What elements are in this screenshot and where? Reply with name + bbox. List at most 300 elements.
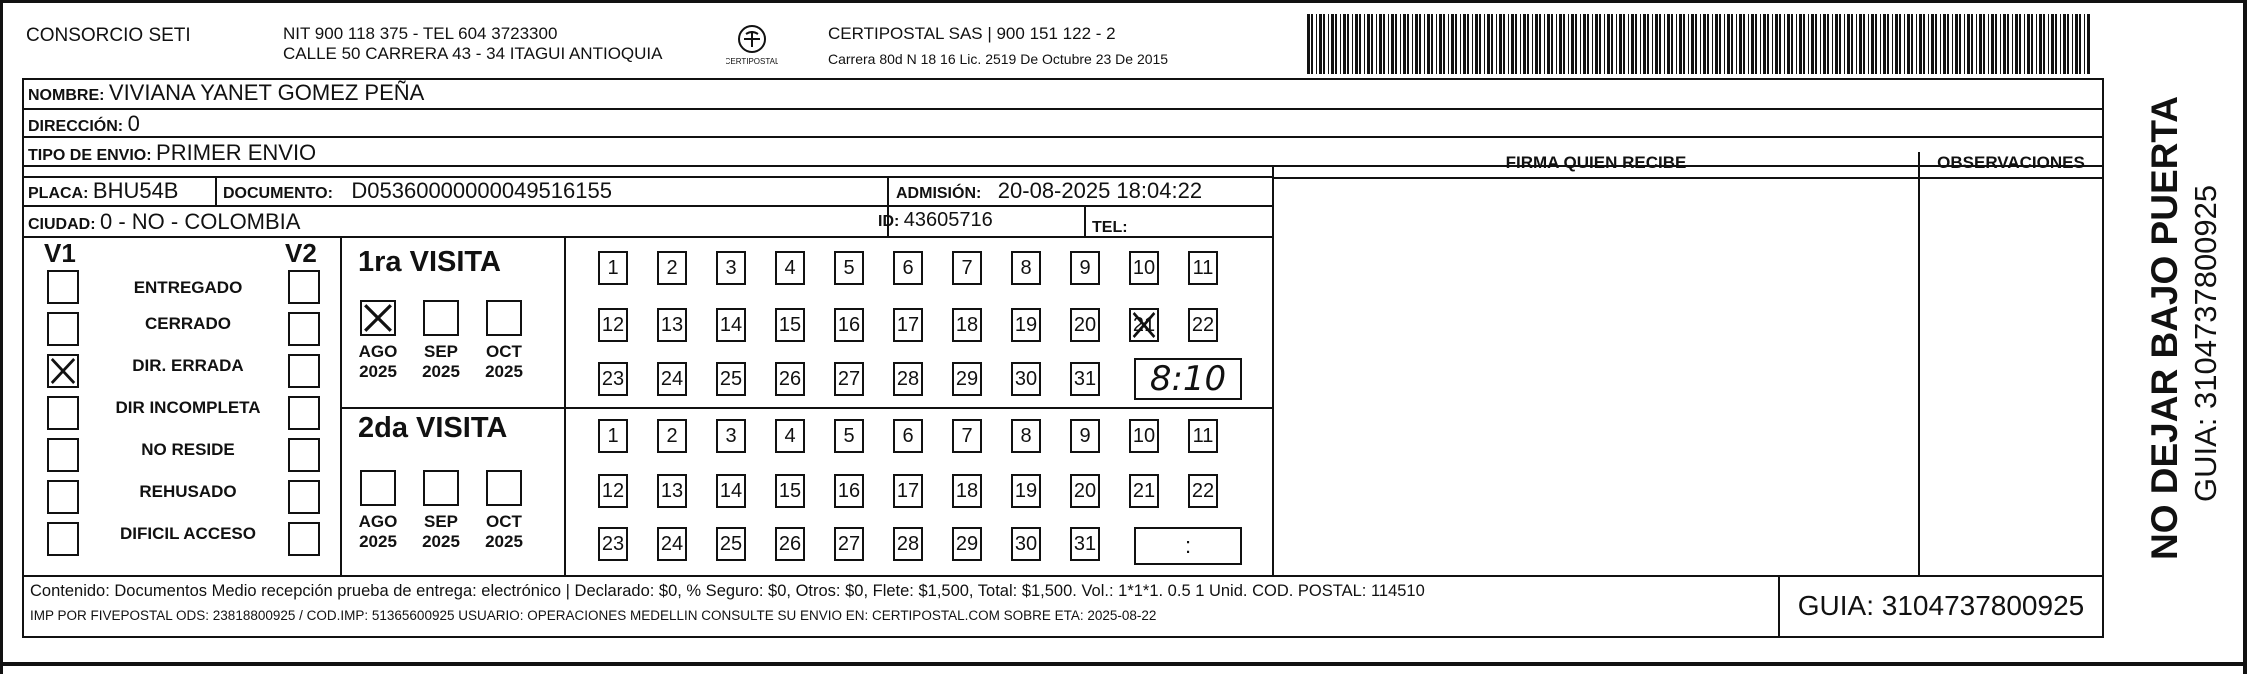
barcode-bar — [1899, 14, 1901, 74]
day-box[interactable] — [1070, 251, 1100, 285]
barcode-bar — [1556, 14, 1557, 74]
company-address: CALLE 50 CARRERA 43 - 34 ITAGUI ANTIOQUIA — [283, 44, 663, 63]
v2-checkbox[interactable] — [288, 438, 320, 472]
barcode-bar — [1532, 14, 1533, 74]
month-label — [416, 342, 466, 382]
placa-value: BHU54B — [92, 178, 179, 203]
barcode-bar — [1679, 14, 1682, 74]
barcode-bar — [1508, 14, 1509, 74]
visit1-time-box[interactable] — [1134, 358, 1242, 400]
day-box[interactable] — [775, 527, 805, 561]
day-number: 18 — [955, 479, 979, 502]
day-number: 7 — [961, 424, 973, 447]
v2-checkbox[interactable] — [288, 522, 320, 556]
barcode-bar — [1784, 14, 1785, 74]
month-name: SEP — [423, 512, 459, 531]
day-number: 25 — [719, 367, 743, 390]
barcode-bar — [1827, 14, 1829, 74]
day-box[interactable] — [893, 527, 923, 561]
barcode-bar — [2019, 14, 2021, 74]
barcode-bar — [1904, 14, 1905, 74]
company-name: CONSORCIO SETI — [26, 25, 191, 46]
v2-checkbox[interactable] — [288, 354, 320, 388]
barcode-bar — [1592, 14, 1593, 74]
day-number: 21 — [1132, 313, 1156, 336]
v1-checkbox[interactable] — [47, 270, 79, 304]
barcode-bar — [1652, 14, 1653, 74]
day-box[interactable] — [598, 419, 628, 453]
visit2-title: 2da VISITA — [358, 412, 508, 444]
side-guia: GUIA: 3104737800925 — [2188, 184, 2223, 502]
month-name: OCT — [486, 512, 522, 531]
barcode-bar — [1511, 14, 1514, 74]
id-cell — [878, 209, 993, 232]
barcode-bar — [1475, 14, 1478, 74]
day-number: 27 — [837, 367, 861, 390]
barcode-bar — [1823, 14, 1826, 74]
day-number: 24 — [660, 532, 684, 555]
barcode-bar — [2000, 14, 2001, 74]
day-box[interactable] — [716, 251, 746, 285]
v1-label: V1 — [44, 238, 76, 268]
id-label: ID: — [878, 213, 900, 230]
day-number: 30 — [1014, 532, 1038, 555]
barcode-bar — [1323, 14, 1325, 74]
barcode-bar — [1803, 14, 1805, 74]
barcode-bar — [2051, 14, 2054, 74]
day-box[interactable] — [657, 362, 687, 396]
barcode-bar — [1943, 14, 1946, 74]
day-box[interactable] — [775, 419, 805, 453]
day-number: 3 — [725, 424, 737, 447]
barcode-bar — [1811, 14, 1814, 74]
day-box[interactable] — [893, 251, 923, 285]
day-box[interactable] — [716, 308, 746, 342]
day-number: 31 — [1073, 367, 1097, 390]
barcode-bar — [1779, 14, 1781, 74]
day-number: 9 — [1079, 424, 1091, 447]
barcode-bar — [1419, 14, 1421, 74]
barcode-bar — [1520, 14, 1521, 74]
day-number: 2 — [666, 256, 678, 279]
barcode-bar — [2027, 14, 2030, 74]
barcode-bar — [1691, 14, 1694, 74]
day-box[interactable] — [952, 362, 982, 396]
barcode-bar — [1808, 14, 1809, 74]
x-mark-icon — [1131, 310, 1157, 340]
barcode-bar — [1503, 14, 1505, 74]
barcode-bar — [1863, 14, 1865, 74]
day-box[interactable] — [834, 308, 864, 342]
barcode-bar — [1340, 14, 1341, 74]
barcode-bar — [1367, 14, 1370, 74]
day-box[interactable] — [716, 362, 746, 396]
barcode-bar — [1455, 14, 1457, 74]
tipo-envio-value: PRIMER ENVIO — [156, 140, 317, 165]
reason-label: REHUSADO — [139, 482, 237, 501]
barcode-bar — [2067, 14, 2069, 74]
month-label — [416, 512, 466, 552]
day-box[interactable] — [1188, 251, 1218, 285]
admision-cell — [896, 178, 1202, 204]
day-box[interactable] — [1011, 308, 1041, 342]
day-number: 29 — [955, 532, 979, 555]
barcode-bar — [1799, 14, 1802, 74]
barcode-bar — [1739, 14, 1742, 74]
barcode-bar — [1724, 14, 1725, 74]
day-box[interactable] — [952, 419, 982, 453]
day-box[interactable] — [834, 362, 864, 396]
barcode-bar — [1983, 14, 1985, 74]
barcode — [1305, 14, 2095, 74]
barcode-bar — [2075, 14, 2078, 74]
day-number: 10 — [1132, 256, 1156, 279]
barcode-bar — [1467, 14, 1469, 74]
day-number: 29 — [955, 367, 979, 390]
barcode-bar — [1859, 14, 1862, 74]
reason-label: CERRADO — [145, 314, 231, 333]
footer-contenido: Contenido: Documentos Medio recepción prueba de entrega: electrónico | Declarado: $0, % Seguro: $0, Otros: $0, Flete: $1,500, Total: $1,500. Vol.: 1*1*1. 0.5 1 Unid. COD. POSTAL: 114510 — [30, 582, 1425, 600]
barcode-bar — [1484, 14, 1485, 74]
visit1-title: 1ra VISITA — [358, 246, 501, 278]
id-value: 43605716 — [903, 209, 993, 231]
barcode-bar — [1763, 14, 1766, 74]
barcode-bar — [2060, 14, 2061, 74]
day-box[interactable] — [657, 251, 687, 285]
barcode-bar — [1731, 14, 1733, 74]
day-box[interactable] — [893, 308, 923, 342]
barcode-bar — [1919, 14, 1922, 74]
day-box[interactable] — [775, 251, 805, 285]
barcode-bar — [1407, 14, 1409, 74]
barcode-bar — [1343, 14, 1346, 74]
barcode-bar — [1563, 14, 1565, 74]
day-number: 22 — [1191, 313, 1215, 336]
barcode-bar — [1979, 14, 1982, 74]
barcode-bar — [1436, 14, 1437, 74]
day-box[interactable] — [657, 474, 687, 508]
reason-label: NO RESIDE — [141, 440, 235, 459]
barcode-bar — [1487, 14, 1490, 74]
day-number: 8 — [1020, 424, 1032, 447]
v2-checkbox[interactable] — [288, 480, 320, 514]
day-box[interactable] — [834, 527, 864, 561]
day-box[interactable] — [1188, 474, 1218, 508]
barcode-bar — [1871, 14, 1874, 74]
barcode-bar — [1316, 14, 1317, 74]
barcode-bar — [1539, 14, 1541, 74]
barcode-bar — [1319, 14, 1322, 74]
barcode-bar — [1976, 14, 1977, 74]
barcode-bar — [1623, 14, 1625, 74]
barcode-bar — [2072, 14, 2073, 74]
day-box[interactable] — [834, 419, 864, 453]
day-box[interactable] — [716, 419, 746, 453]
barcode-bar — [1719, 14, 1721, 74]
barcode-bar — [1947, 14, 1949, 74]
barcode-bar — [1995, 14, 1997, 74]
barcode-bar — [1559, 14, 1562, 74]
footer-imp: IMP POR FIVEPOSTAL ODS: 23818800925 / COD.IMP: 51365600925 USUARIO: OPERACIONES MEDELLIN CONSULTE SU ENVIO EN: CERTIPOSTAL.COM SOBRE ETA: 2025-08-22 — [30, 608, 1157, 623]
barcode-bar — [1331, 14, 1334, 74]
observaciones-header: OBSERVACIONES — [1937, 153, 2085, 172]
day-box[interactable] — [775, 362, 805, 396]
day-box[interactable] — [1011, 527, 1041, 561]
admision-value: 20-08-2025 18:04:22 — [997, 178, 1203, 203]
day-box[interactable] — [1070, 362, 1100, 396]
barcode-bar — [1664, 14, 1665, 74]
day-number: 12 — [601, 313, 625, 336]
month-year: 2025 — [359, 362, 397, 381]
day-number: 19 — [1014, 479, 1038, 502]
barcode-bar — [1395, 14, 1397, 74]
barcode-bar — [1895, 14, 1898, 74]
barcode-bar — [2039, 14, 2042, 74]
barcode-bar — [1839, 14, 1841, 74]
barcode-bar — [1676, 14, 1677, 74]
day-number: 7 — [961, 256, 973, 279]
barcode-bar — [2007, 14, 2009, 74]
barcode-bar — [1712, 14, 1713, 74]
barcode-bar — [1767, 14, 1769, 74]
day-box[interactable] — [1011, 474, 1041, 508]
barcode-bar — [1931, 14, 1934, 74]
day-box[interactable] — [1011, 251, 1041, 285]
barcode-bar — [1923, 14, 1925, 74]
barcode-bar — [1835, 14, 1838, 74]
barcode-bar — [1967, 14, 1970, 74]
barcode-bar — [1448, 14, 1449, 74]
day-box[interactable] — [775, 308, 805, 342]
day-box[interactable] — [598, 474, 628, 508]
month-year: 2025 — [422, 362, 460, 381]
courier-name: CERTIPOSTAL SAS | 900 151 122 - 2 — [828, 24, 1116, 43]
v2-label: V2 — [285, 238, 317, 268]
nombre-value: VIVIANA YANET GOMEZ PEÑA — [108, 80, 425, 105]
day-number: 27 — [837, 532, 861, 555]
documento-cell — [223, 178, 612, 204]
barcode-bar — [1959, 14, 1961, 74]
day-box[interactable] — [1070, 308, 1100, 342]
barcode-bar — [1940, 14, 1941, 74]
month-checkbox[interactable] — [486, 300, 522, 336]
day-box[interactable] — [952, 527, 982, 561]
day-number: 22 — [1191, 479, 1215, 502]
barcode-bar — [1595, 14, 1598, 74]
barcode-bar — [1355, 14, 1358, 74]
barcode-bar — [1688, 14, 1689, 74]
barcode-bar — [2087, 14, 2090, 74]
day-box[interactable] — [893, 362, 923, 396]
barcode-bar — [1832, 14, 1833, 74]
day-number: 4 — [784, 424, 796, 447]
nombre-label: NOMBRE: — [28, 87, 105, 104]
day-number: 2 — [666, 424, 678, 447]
day-box[interactable] — [1011, 419, 1041, 453]
v2-checkbox[interactable] — [288, 270, 320, 304]
day-box[interactable] — [1129, 308, 1159, 342]
barcode-bar — [1412, 14, 1413, 74]
barcode-bar — [1388, 14, 1389, 74]
month-checkbox[interactable] — [423, 300, 459, 336]
barcode-bar — [1928, 14, 1929, 74]
day-box[interactable] — [834, 474, 864, 508]
month-label — [353, 512, 403, 552]
barcode-bar — [1587, 14, 1589, 74]
barcode-bar — [1955, 14, 1958, 74]
day-box[interactable] — [598, 251, 628, 285]
day-box[interactable] — [598, 308, 628, 342]
day-box[interactable] — [657, 419, 687, 453]
barcode-bar — [1935, 14, 1937, 74]
barcode-bar — [1760, 14, 1761, 74]
barcode-bar — [1820, 14, 1821, 74]
barcode-bar — [1400, 14, 1401, 74]
day-box[interactable] — [1188, 419, 1218, 453]
logo-text: CERTIPOSTAL — [726, 57, 778, 66]
month-name: OCT — [486, 342, 522, 361]
day-box[interactable] — [1129, 474, 1159, 508]
barcode-bar — [1907, 14, 1910, 74]
barcode-bar — [1599, 14, 1601, 74]
barcode-bar — [1383, 14, 1385, 74]
barcode-bar — [1988, 14, 1989, 74]
barcode-bar — [1479, 14, 1481, 74]
visit1-time: 8:10 — [1149, 359, 1227, 399]
barcode-bar — [1371, 14, 1373, 74]
day-box[interactable] — [1129, 419, 1159, 453]
day-number: 17 — [896, 313, 920, 336]
barcode-bar — [1379, 14, 1382, 74]
day-box[interactable] — [1070, 419, 1100, 453]
barcode-bar — [1643, 14, 1646, 74]
day-number: 20 — [1073, 313, 1097, 336]
day-box[interactable] — [952, 251, 982, 285]
barcode-bar — [1655, 14, 1658, 74]
barcode-bar — [1844, 14, 1845, 74]
barcode-bar — [1328, 14, 1329, 74]
barcode-bar — [1695, 14, 1697, 74]
day-number: 20 — [1073, 479, 1097, 502]
barcode-bar — [1964, 14, 1965, 74]
day-box[interactable] — [893, 419, 923, 453]
barcode-bar — [1619, 14, 1622, 74]
day-number: 5 — [843, 424, 855, 447]
v1-checkbox[interactable] — [47, 522, 79, 556]
month-checkbox[interactable] — [423, 470, 459, 506]
day-number: 8 — [1020, 256, 1032, 279]
day-box[interactable] — [657, 527, 687, 561]
documento-label: DOCUMENTO: — [223, 185, 333, 202]
month-name: AGO — [358, 342, 398, 361]
day-box[interactable] — [834, 251, 864, 285]
barcode-bar — [1376, 14, 1377, 74]
day-number: 16 — [837, 313, 861, 336]
admision-label: ADMISIÓN: — [896, 185, 982, 202]
month-checkbox[interactable] — [360, 470, 396, 506]
day-box[interactable] — [952, 308, 982, 342]
day-number: 23 — [601, 367, 625, 390]
month-name: SEP — [423, 342, 459, 361]
day-box[interactable] — [1070, 474, 1100, 508]
direccion-label: DIRECCIÓN: — [28, 118, 124, 135]
month-year: 2025 — [359, 532, 397, 551]
barcode-bar — [1883, 14, 1886, 74]
day-number: 11 — [1192, 256, 1214, 279]
month-label — [479, 512, 529, 552]
v1-checkbox[interactable] — [47, 438, 79, 472]
barcode-bar — [1443, 14, 1445, 74]
barcode-bar — [1683, 14, 1685, 74]
barcode-bar — [1391, 14, 1394, 74]
barcode-bar — [1751, 14, 1754, 74]
v2-checkbox[interactable] — [288, 396, 320, 430]
day-number: 26 — [778, 367, 802, 390]
barcode-bar — [1916, 14, 1917, 74]
barcode-bar — [1700, 14, 1701, 74]
day-box[interactable] — [1188, 308, 1218, 342]
barcode-bar — [2048, 14, 2049, 74]
month-checkbox[interactable] — [486, 470, 522, 506]
barcode-bar — [2024, 14, 2025, 74]
barcode-bar — [1580, 14, 1581, 74]
v1-checkbox[interactable] — [47, 480, 79, 514]
day-box[interactable] — [657, 308, 687, 342]
day-box[interactable] — [952, 474, 982, 508]
v2-checkbox[interactable] — [288, 312, 320, 346]
barcode-bar — [1359, 14, 1361, 74]
barcode-bar — [1496, 14, 1497, 74]
barcode-bar — [1748, 14, 1749, 74]
day-number: 11 — [1192, 424, 1214, 447]
barcode-bar — [1707, 14, 1709, 74]
v1-checkbox[interactable] — [47, 312, 79, 346]
day-number: 23 — [601, 532, 625, 555]
barcode-bar — [2003, 14, 2006, 74]
v1-checkbox[interactable] — [47, 396, 79, 430]
day-box[interactable] — [1011, 362, 1041, 396]
month-year: 2025 — [422, 532, 460, 551]
firma-header: FIRMA QUIEN RECIBE — [1505, 153, 1687, 172]
barcode-bar — [1875, 14, 1877, 74]
day-box[interactable] — [716, 527, 746, 561]
day-number: 18 — [955, 313, 979, 336]
ciudad-cell — [28, 209, 300, 235]
day-box[interactable] — [1070, 527, 1100, 561]
day-box[interactable] — [893, 474, 923, 508]
barcode-bar — [1671, 14, 1673, 74]
day-box[interactable] — [716, 474, 746, 508]
day-number: 25 — [719, 532, 743, 555]
day-box[interactable] — [598, 362, 628, 396]
barcode-bar — [1424, 14, 1425, 74]
day-number: 31 — [1073, 532, 1097, 555]
barcode-bar — [1463, 14, 1466, 74]
month-checkbox[interactable] — [360, 300, 396, 336]
day-box[interactable] — [775, 474, 805, 508]
barcode-bar — [1952, 14, 1953, 74]
v1-checkbox[interactable] — [47, 354, 79, 388]
barcode-bar — [2063, 14, 2066, 74]
reason-label: DIR INCOMPLETA — [115, 398, 261, 417]
day-box[interactable] — [598, 527, 628, 561]
ciudad-label: CIUDAD: — [28, 216, 96, 233]
visit2-time-box[interactable] — [1134, 527, 1242, 565]
day-box[interactable] — [1129, 251, 1159, 285]
month-label — [479, 342, 529, 382]
barcode-bar — [1856, 14, 1857, 74]
documento-value: D05360000000049516155 — [351, 178, 612, 203]
